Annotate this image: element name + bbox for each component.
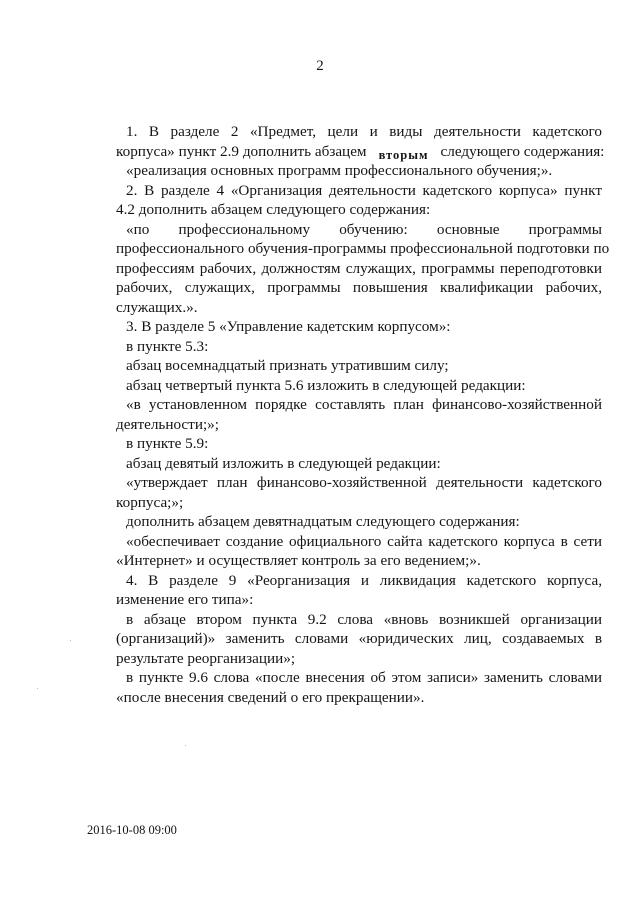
text-line: в пункте 5.3: — [126, 337, 209, 355]
text-line: в абзаце втором пункта 9.2 слова «вновь возникшей организации — [126, 610, 602, 628]
scan-speck — [37, 688, 38, 689]
page-number: 2 — [316, 58, 324, 74]
text-line: «по профессиональному обучению: основные программы — [126, 220, 602, 238]
text-line: «после внесения сведений о его прекращении». — [116, 688, 425, 706]
text-line: «утверждает план финансово-хозяйственной деятельности кадетского — [126, 474, 602, 491]
text-line: профессионального обучения-программы профессиональной подготовки по — [116, 240, 610, 257]
text-line: «Интернет» и осуществляет контроль за его ведением;». — [116, 552, 481, 569]
document-body — [116, 122, 610, 707]
text-line: изменение его типа»: — [116, 591, 254, 608]
text-line — [116, 142, 605, 162]
text-line: «в установленном порядке составлять план финансово-хозяйственной — [126, 396, 602, 413]
text-line: 4. В разделе 9 «Реорганизация и ликвидация кадетского корпуса, — [126, 571, 602, 589]
text-line: в пункте 9.6 слова «после внесения об этом записи» заменить словами — [126, 669, 602, 686]
text-line: 4.2 дополнить абзацем следующего содержания: — [116, 201, 431, 218]
text-line: абзац четвертый пункта 5.6 изложить в следующей редакции: — [126, 376, 526, 394]
text-line: профессиям рабочих, должностям служащих, программы переподготовки — [116, 259, 602, 277]
text-line: (организаций)» заменить словами «юридических лиц, создаваемых в — [116, 630, 602, 647]
text-line: дополнить абзацем девятнадцатым следующего содержания: — [126, 513, 520, 530]
text-line: «обеспечивает создание официального сайта кадетского корпуса в сети — [126, 532, 602, 550]
text-line: абзац восемнадцатый признать утратившим силу; — [126, 357, 449, 374]
text-line: рабочих, служащих, программы повышения квалификации рабочих, — [116, 279, 602, 296]
text-line: деятельности;»; — [116, 415, 219, 433]
text-fragment: следующего содержания: — [440, 142, 605, 160]
text-line: в пункте 5.9: — [126, 435, 209, 452]
scan-speck — [70, 640, 71, 641]
text-line: 1. В разделе 2 «Предмет, цели и виды деятельности кадетского — [126, 123, 602, 140]
text-line: корпуса;»; — [116, 493, 184, 511]
text-line: «реализация основных программ профессионального обучения;». — [126, 162, 553, 179]
text-line: 2. В разделе 4 «Организация деятельности кадетского корпуса» пункт — [126, 181, 602, 199]
text-line: результате реорганизации»; — [116, 649, 296, 667]
footer-date: 2016-10-08 09:00 — [87, 823, 177, 837]
text-line: абзац девятый изложить в следующей редакции: — [126, 454, 441, 472]
text-line: служащих.». — [116, 298, 198, 316]
inserted-word: вторым — [378, 147, 429, 162]
text-fragment: корпуса» пункт 2.9 дополнить абзацем — [116, 142, 367, 160]
text-line: 3. В разделе 5 «Управление кадетским корпусом»: — [126, 318, 451, 335]
scan-speck — [185, 745, 186, 746]
